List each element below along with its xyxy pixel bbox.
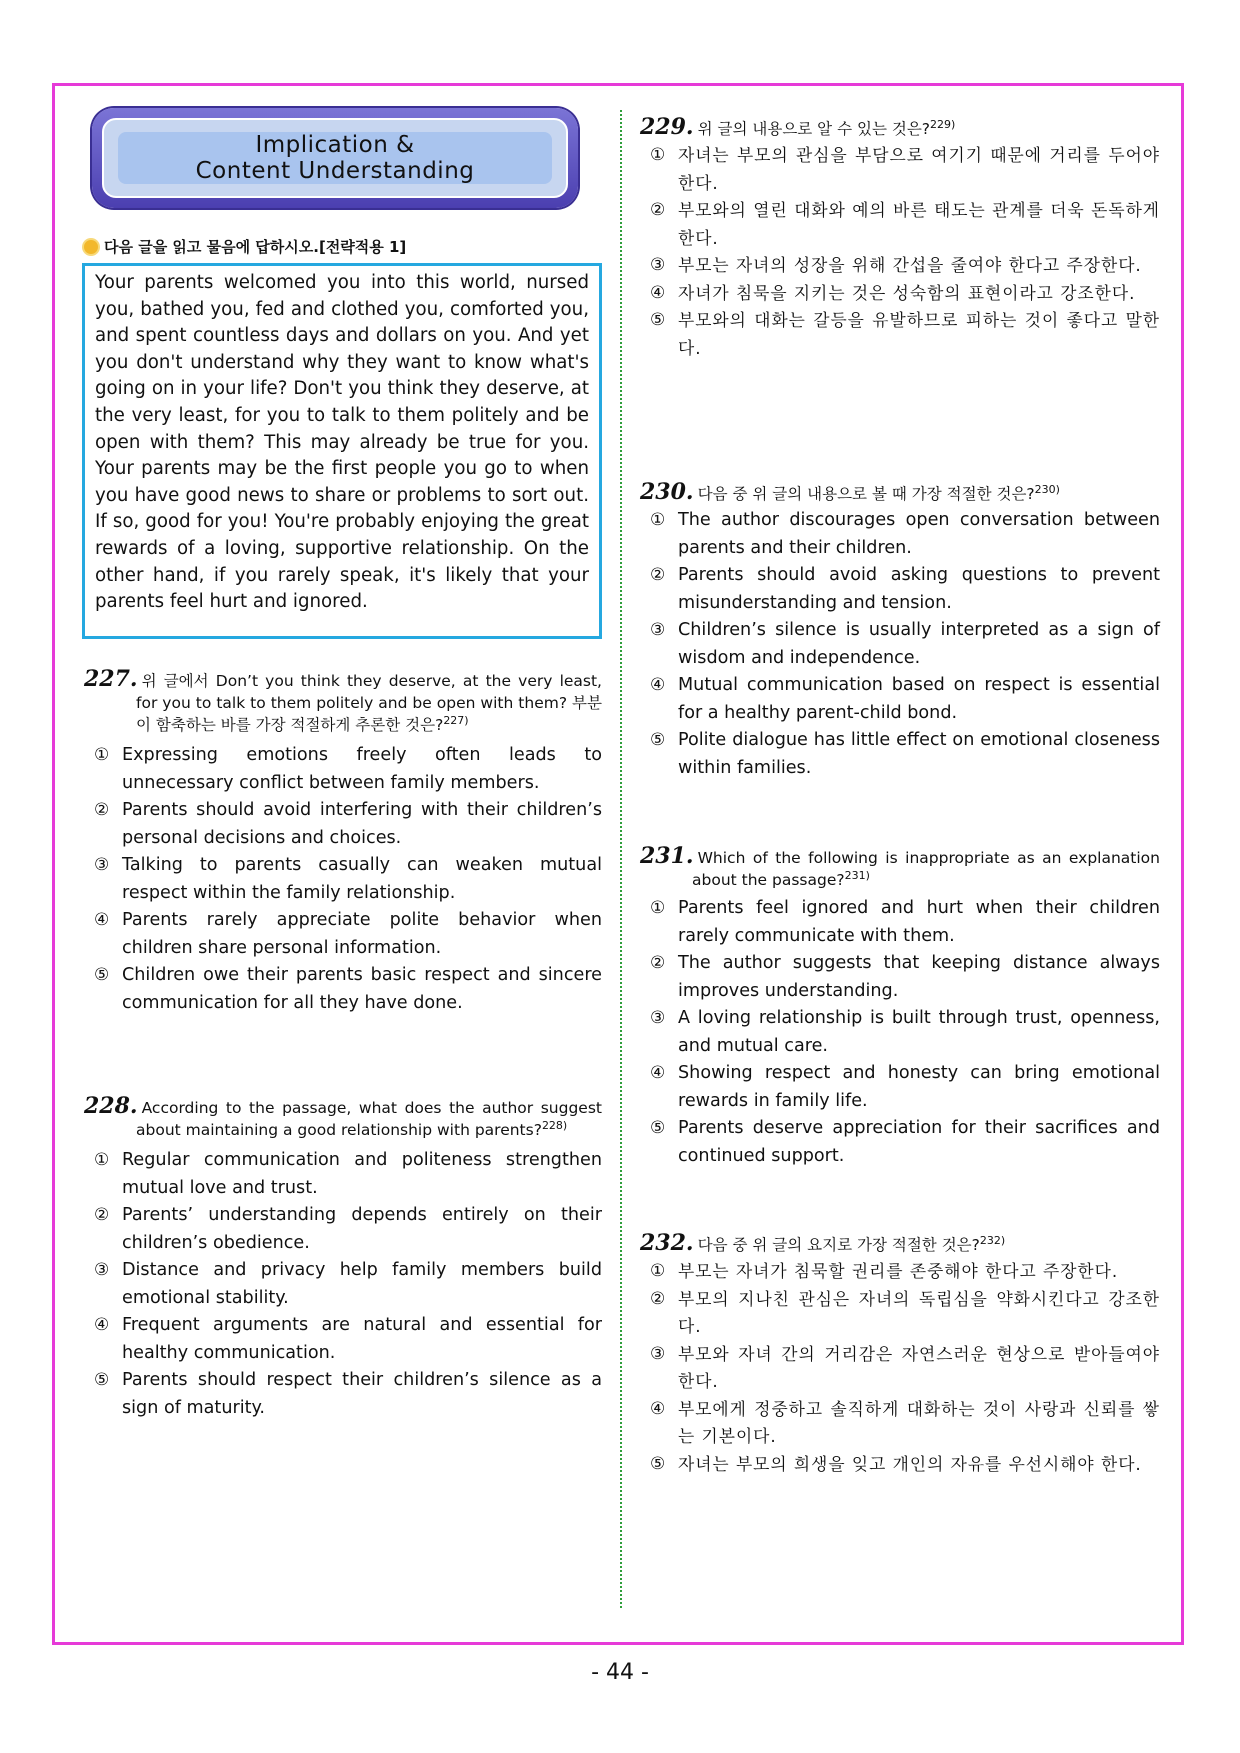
answer-option-1[interactable] (640, 142, 1160, 197)
option-text: Parents’ understanding depends entirely on their children’s obedience. (122, 1205, 602, 1253)
option-text: 부모는 자녀가 침묵할 권리를 존중해야 한다고 주장한다. (678, 1261, 1119, 1281)
option-marker: ① (94, 745, 110, 765)
answer-option-3[interactable] (84, 1257, 602, 1312)
option-marker: ③ (650, 1008, 666, 1028)
option-marker: ⑤ (94, 965, 110, 985)
answer-option-2[interactable] (640, 950, 1160, 1005)
option-marker: ⑤ (650, 1453, 667, 1474)
options-229 (640, 142, 1160, 362)
answer-option-4[interactable] (84, 1312, 602, 1367)
option-text: 부모는 자녀의 성장을 위해 간섭을 줄여야 한다고 주장한다. (678, 255, 1142, 275)
question-number: 231. (640, 843, 694, 869)
answer-option-3[interactable] (640, 252, 1160, 280)
option-marker: ① (650, 510, 666, 530)
option-marker: ③ (94, 1260, 110, 1280)
answer-option-1[interactable] (640, 1258, 1160, 1286)
question-227 (84, 668, 602, 1017)
question-number: 230. (640, 479, 694, 505)
options-230 (640, 507, 1160, 782)
answer-option-4[interactable] (640, 1060, 1160, 1115)
option-text: Expressing emotions freely often leads to unnecessary conflict between family members. (122, 745, 602, 793)
question-231 (640, 845, 1160, 1170)
answer-option-3[interactable] (640, 1005, 1160, 1060)
options-231 (640, 895, 1160, 1170)
option-text: Children owe their parents basic respect and sincere communication for all they have done. (122, 965, 602, 1013)
question-number: 228. (84, 1093, 138, 1119)
answer-option-2[interactable] (84, 1202, 602, 1257)
answer-option-4[interactable] (84, 907, 602, 962)
option-text: Regular communication and politeness strengthen mutual love and trust. (122, 1150, 602, 1198)
question-229 (640, 116, 1160, 362)
page-number: - 44 - (591, 1660, 649, 1685)
option-text: Talking to parents casually can weaken mutual respect within the family relationship. (122, 855, 602, 903)
option-marker: ⑤ (94, 1370, 110, 1390)
option-marker: ② (650, 200, 667, 220)
question-228 (84, 1095, 602, 1422)
question-230 (640, 481, 1160, 782)
option-marker: ④ (650, 1398, 667, 1419)
footnote-ref: 227) (443, 713, 469, 727)
option-marker: ⑤ (650, 730, 666, 750)
question-number: 227. (84, 666, 138, 692)
answer-option-5[interactable] (84, 1367, 602, 1422)
option-marker: ① (650, 1261, 667, 1281)
option-text: Parents should avoid asking questions to prevent misunderstanding and tension. (678, 565, 1160, 613)
answer-option-2[interactable] (640, 197, 1160, 252)
options-228 (84, 1147, 602, 1422)
answer-option-4[interactable] (640, 1396, 1160, 1451)
option-marker: ② (650, 953, 666, 973)
question-number: 229. (640, 114, 694, 140)
question-text: 다음 중 위 글의 요지로 가장 적절한 것은? (697, 1236, 980, 1254)
option-marker: ④ (650, 675, 666, 695)
option-marker: ③ (650, 255, 667, 275)
option-text: 자녀는 부모의 희생을 잊고 개인의 자유를 우선시해야 한다. (678, 1453, 1142, 1474)
option-marker: ④ (94, 910, 110, 930)
reading-passage: Your parents welcomed you into this world, nursed you, bathed you, fed and clothed you, comforted you, and spent countless days and dollars on you. And yet you don't understand why they want to know what's going on in your life? Don't you think they deserve, at the very least, for you to talk to them politely and be open with them? This may already be true for you. Your parents may be the first people you go to when you have good news to share or problems to sort out. If so, good for you! You're probably enjoying the great rewards of a loving, supportive relationship. On the other hand, if you rarely speak, it's likely that your parents feel hurt and ignored. (82, 263, 602, 639)
footnote-ref: 228) (541, 1118, 568, 1132)
answer-option-3[interactable] (640, 617, 1160, 672)
option-marker: ② (94, 800, 110, 820)
question-text: 위 글에서 Don’t you think they deserve, at the very least, for you to talk to them politely and be open with them? 부분이 함축하는 바를 가장 적절하게 추론한 것은? (136, 672, 602, 734)
answer-option-1[interactable] (84, 742, 602, 797)
option-text: Showing respect and honesty can bring emotional rewards in family life. (678, 1063, 1160, 1111)
option-text: The author suggests that keeping distance always improves understanding. (678, 953, 1160, 1001)
option-text: Parents should respect their children’s silence as a sign of maturity. (122, 1370, 602, 1418)
option-text: The author discourages open conversation between parents and their children. (678, 510, 1160, 558)
option-text: A loving relationship is built through trust, openness, and mutual care. (678, 1008, 1160, 1056)
answer-option-5[interactable] (640, 307, 1160, 362)
option-marker: ① (650, 145, 667, 165)
option-marker: ② (650, 1288, 667, 1309)
answer-option-1[interactable] (640, 895, 1160, 950)
option-text: Parents deserve appreciation for their sacrifices and continued support. (678, 1118, 1160, 1166)
answer-option-5[interactable] (640, 1115, 1160, 1170)
option-text: Polite dialogue has little effect on emotional closeness within families. (678, 730, 1160, 778)
option-marker: ⑤ (650, 1118, 666, 1138)
option-text: Frequent arguments are natural and essential for healthy communication. (122, 1315, 602, 1363)
option-text: 부모에게 정중하고 솔직하게 대화하는 것이 사랑과 신뢰를 쌓는 기본이다. (678, 1398, 1160, 1446)
option-text: 부모의 지나친 관심은 자녀의 독립심을 약화시킨다고 강조한다. (678, 1288, 1160, 1336)
question-232 (640, 1232, 1160, 1478)
answer-option-5[interactable] (84, 962, 602, 1017)
option-text: 자녀가 침묵을 지키는 것은 성숙함의 표현이라고 강조한다. (678, 282, 1136, 303)
option-marker: ③ (650, 1343, 667, 1364)
option-text: 부모와의 열린 대화와 예의 바른 태도는 관계를 더욱 돈독하게 한다. (678, 200, 1160, 248)
question-number: 232. (640, 1230, 694, 1256)
section-title-line1: Implication & (255, 132, 415, 158)
option-text: 부모와 자녀 간의 거리감은 자연스러운 현상으로 받아들여야 한다. (678, 1343, 1160, 1391)
option-text: Parents should avoid interfering with their children’s personal decisions and choices. (122, 800, 602, 848)
option-marker: ③ (650, 620, 666, 640)
answer-option-3[interactable] (640, 1341, 1160, 1396)
answer-option-4[interactable] (640, 672, 1160, 727)
option-text: 부모와의 대화는 갈등을 유발하므로 피하는 것이 좋다고 말한다. (678, 310, 1160, 358)
answer-option-2[interactable] (84, 797, 602, 852)
answer-option-1[interactable] (640, 507, 1160, 562)
option-marker: ② (94, 1205, 110, 1225)
footnote-ref: 230) (1034, 482, 1060, 496)
option-marker: ① (650, 898, 666, 918)
answer-option-1[interactable] (84, 1147, 602, 1202)
option-marker: ① (94, 1150, 110, 1170)
footnote-ref: 231) (844, 868, 870, 882)
section-header-badge (92, 108, 578, 208)
answer-option-5[interactable] (640, 1451, 1160, 1479)
question-text: 다음 중 위 글의 내용으로 볼 때 가장 적절한 것은? (697, 485, 1035, 503)
option-text: Mutual communication based on respect is essential for a healthy parent-child bond. (678, 675, 1160, 723)
option-text: Distance and privacy help family members build emotional stability. (122, 1260, 602, 1308)
question-text: Which of the following is inappropriate as an explanation about the passage? (692, 849, 1160, 889)
answer-option-5[interactable] (640, 727, 1160, 782)
options-227 (84, 742, 602, 1017)
option-marker: ⑤ (650, 310, 667, 330)
option-text: 자녀는 부모의 관심을 부담으로 여기기 때문에 거리를 두어야 한다. (678, 145, 1160, 193)
column-divider (620, 110, 622, 1608)
instruction-text: 다음 글을 읽고 물음에 답하시오.[전략적용 1] (104, 238, 407, 256)
footnote-ref: 229) (930, 117, 956, 131)
answer-option-4[interactable] (640, 280, 1160, 308)
answer-option-3[interactable] (84, 852, 602, 907)
footnote-ref: 232) (979, 1233, 1006, 1247)
option-marker: ③ (94, 855, 110, 875)
option-marker: ④ (650, 282, 667, 303)
section-title-line2: Content Understanding (195, 158, 475, 184)
option-text: Parents rarely appreciate polite behavior when children share personal information. (122, 910, 602, 958)
instruction (84, 236, 406, 257)
options-232 (640, 1258, 1160, 1478)
option-text: Parents feel ignored and hurt when their children rarely communicate with them. (678, 898, 1160, 946)
option-marker: ② (650, 565, 666, 585)
question-text: 위 글의 내용으로 알 수 있는 것은? (697, 120, 931, 138)
answer-option-2[interactable] (640, 562, 1160, 617)
option-text: Children’s silence is usually interpreted as a sign of wisdom and independence. (678, 620, 1160, 668)
question-text: According to the passage, what does the author suggest about maintaining a good relationship with parents? (136, 1099, 602, 1139)
sun-icon (84, 240, 98, 254)
option-marker: ④ (650, 1063, 666, 1083)
option-marker: ④ (94, 1315, 110, 1335)
answer-option-2[interactable] (640, 1286, 1160, 1341)
